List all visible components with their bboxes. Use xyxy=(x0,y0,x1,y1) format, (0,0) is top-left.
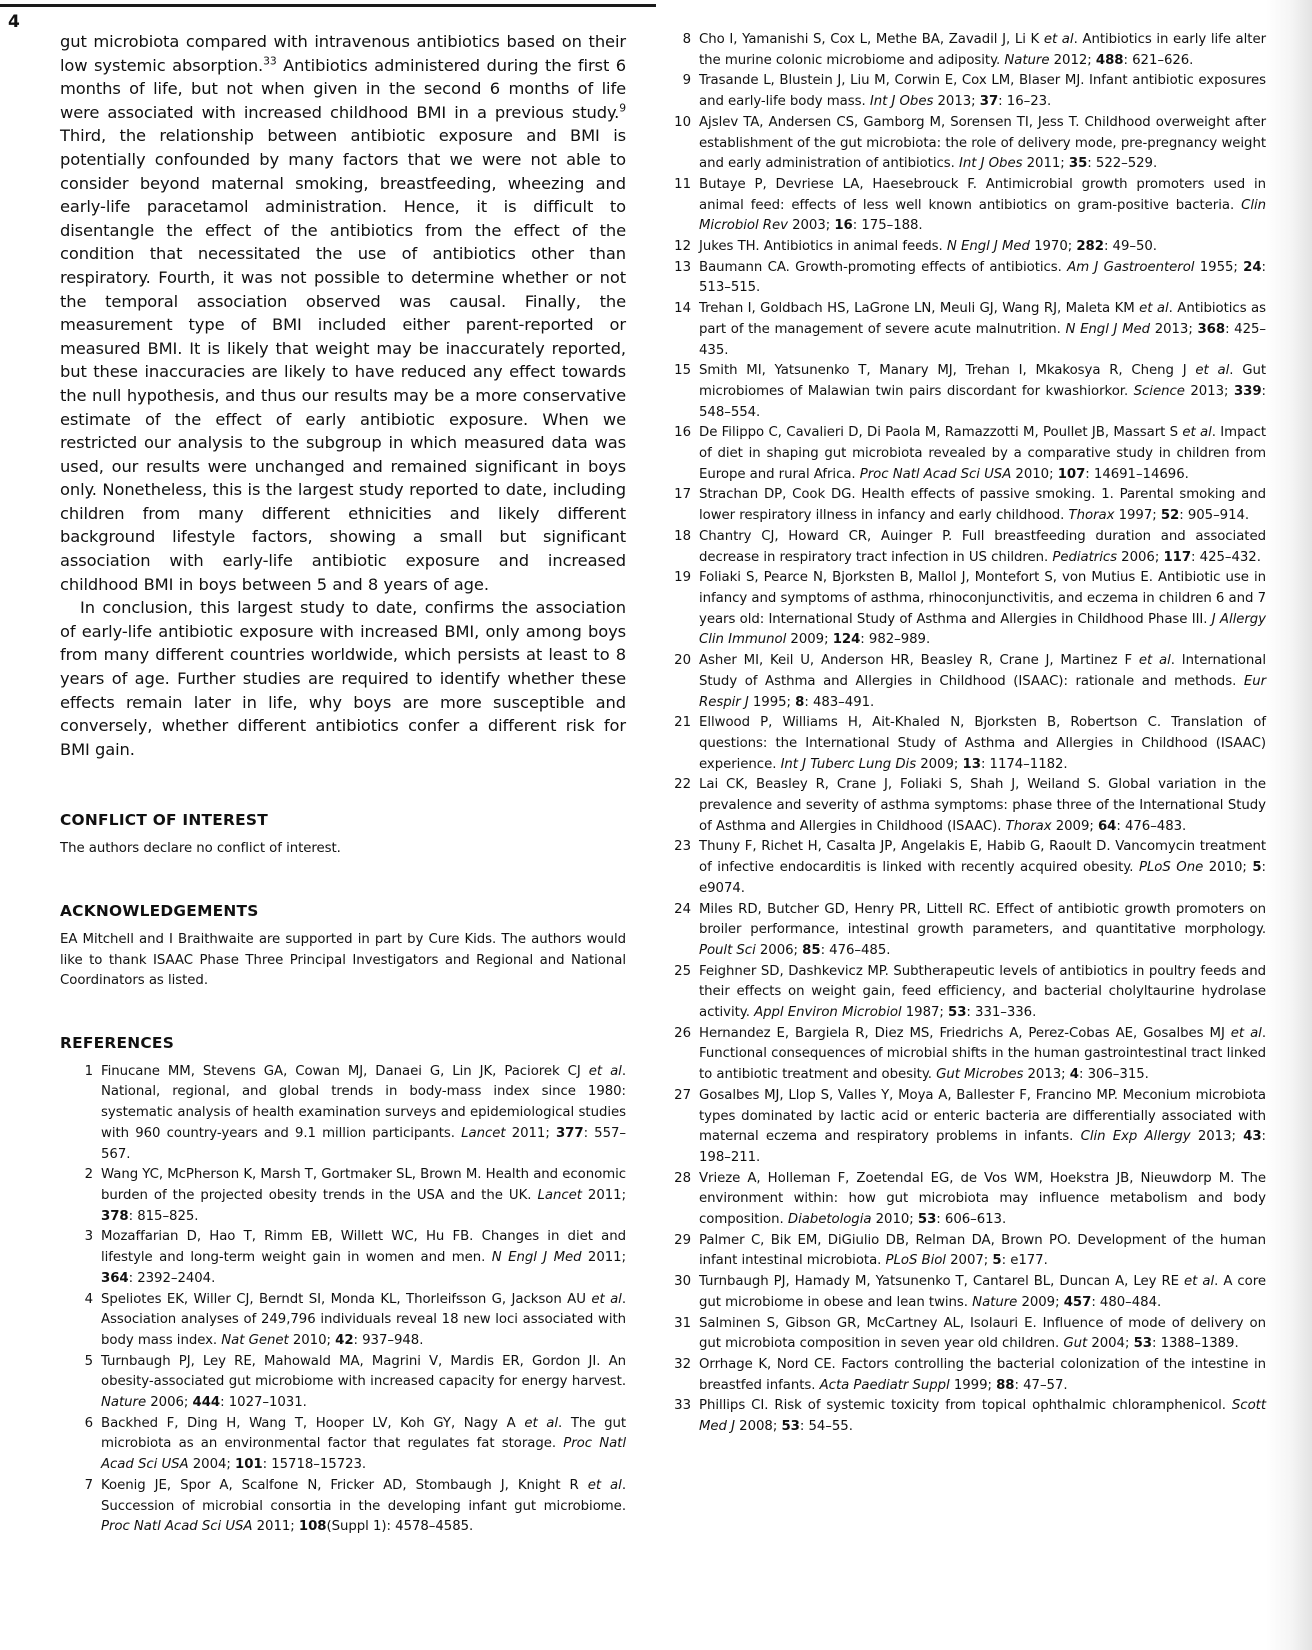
reference-item xyxy=(70,1476,626,1538)
reference-number: 23 xyxy=(674,839,691,855)
reference-number: 9 xyxy=(682,73,691,89)
reference-text: De Filippo C, Cavalieri D, Di Paola M, Ramazzotti M, Poullet JB, Massart S et al. Impact of diet in shaping gut microbiota revealed by a comparative study in children from Europe and rural Africa. Proc Natl Acad Sci USA 2010; 107: 14691–14696. xyxy=(699,425,1266,482)
reference-item xyxy=(668,527,1266,568)
reference-number: 12 xyxy=(674,239,691,255)
reference-text: Chantry CJ, Howard CR, Auinger P. Full breastfeeding duration and associated decrease in respiratory tract infection in US children. Pediatrics 2006; 117: 425–432. xyxy=(699,528,1266,565)
reference-number: 21 xyxy=(674,715,691,731)
reference-number: 29 xyxy=(674,1232,691,1248)
reference-item xyxy=(668,1314,1266,1355)
reference-number: 22 xyxy=(674,777,691,793)
reference-item xyxy=(668,1396,1266,1437)
reference-item xyxy=(668,1086,1266,1169)
reference-number: 25 xyxy=(674,963,691,979)
reference-number: 11 xyxy=(674,176,691,192)
reference-item xyxy=(668,1355,1266,1396)
reference-text: Trasande L, Blustein J, Liu M, Corwin E, Cox LM, Blaser MJ. Infant antibiotic exposures and early-life body mass. Int J Obes 2013; 37: 16–23. xyxy=(699,73,1266,110)
reference-number: 3 xyxy=(84,1229,93,1245)
reference-number: 7 xyxy=(84,1477,93,1493)
reference-number: 4 xyxy=(84,1291,93,1307)
reference-list-right xyxy=(668,30,1266,1438)
reference-text: Speliotes EK, Willer CJ, Berndt SI, Monda KL, Thorleifsson G, Jackson AU et al. Association analyses of 249,796 individuals reveal 18 new loci associated with body mass index. Nat Genet 2010; 42: 937–948. xyxy=(101,1291,626,1348)
heading-conflict-of-interest: CONFLICT OF INTEREST xyxy=(60,811,268,830)
reference-text: Gosalbes MJ, Llop S, Valles Y, Moya A, Ballester F, Francino MP. Meconium microbiota types dominated by lactic acid or enteric bacteria are differentially associated with maternal eczema and respiratory problems in infants. Clin Exp Allergy 2013; 43: 198–211. xyxy=(699,1087,1266,1165)
reference-item xyxy=(668,962,1266,1024)
reference-item xyxy=(668,361,1266,423)
reference-text: Koenig JE, Spor A, Scalfone N, Fricker AD, Stombaugh J, Knight R et al. Succession of microbial consortia in the developing infant gut microbiome. Proc Natl Acad Sci USA 2011; 108(Suppl 1): 4578–4585. xyxy=(101,1477,626,1535)
body-paragraph-2: In conclusion, this largest study to date, confirms the association of early-life antibiotic exposure with increased BMI, only among boys from many different countries worldwide, which persists at least to 8 years of age. Further studies are required to identify whether these effects remain later in life, why boys are more susceptible and conversely, whether different antibiotics confer a different risk for BMI gain. xyxy=(60,598,626,759)
reference-text: Asher MI, Keil U, Anderson HR, Beasley R, Crane J, Martinez F et al. International Study of Asthma and Allergies in Childhood (ISAAC): rationale and methods. Eur Respir J 1995; 8: 483–491. xyxy=(699,653,1266,710)
reference-text: Phillips CI. Risk of systemic toxicity from topical ophthalmic chloramphenicol. Scott Med J 2008; 53: 54–55. xyxy=(699,1398,1266,1435)
reference-text: Wang YC, McPherson K, Marsh T, Gortmaker SL, Brown M. Health and economic burden of the projected obesity trends in the USA and the UK. Lancet 2011; 378: 815–825. xyxy=(101,1167,626,1224)
reference-item xyxy=(70,1290,626,1352)
reference-text: Smith MI, Yatsunenko T, Manary MJ, Trehan I, Mkakosya R, Cheng J et al. Gut microbiomes of Malawian twin pairs discordant for kwashiorkor. Science 2013; 339: 548–554. xyxy=(699,363,1267,420)
reference-number: 27 xyxy=(674,1087,691,1103)
reference-item xyxy=(668,775,1266,837)
reference-item xyxy=(668,1272,1266,1313)
reference-text: Butaye P, Devriese LA, Haesebrouck F. Antimicrobial growth promoters used in animal feed: effects of less well known antibiotics on gram-positive bacteria. Clin Microbiol Rev 2003; 16: 175–188. xyxy=(699,176,1266,234)
reference-number: 20 xyxy=(674,653,691,669)
reference-item xyxy=(668,423,1266,485)
reference-number: 31 xyxy=(674,1315,691,1331)
reference-number: 1 xyxy=(84,1063,93,1079)
reference-text: Mozaffarian D, Hao T, Rimm EB, Willett WC, Hu FB. Changes in diet and lifestyle and long-term weight gain in women and men. N Engl J Med 2011; 364: 2392–2404. xyxy=(101,1229,627,1286)
reference-item xyxy=(668,237,1266,258)
reference-number: 24 xyxy=(674,901,691,917)
reference-text: Palmer C, Bik EM, DiGiulio DB, Relman DA, Brown PO. Development of the human infant intestinal microbiota. PLoS Biol 2007; 5: e177. xyxy=(699,1232,1266,1269)
reference-text: Orrhage K, Nord CE. Factors controlling the bacterial colonization of the intestine in breastfed infants. Acta Paediatr Suppl 1999; 88: 47–57. xyxy=(699,1357,1266,1393)
page-number: 4 xyxy=(8,12,20,32)
reference-number: 14 xyxy=(674,301,691,317)
reference-text: Foliaki S, Pearce N, Bjorksten B, Mallol J, Montefort S, von Mutius E. Antibiotic use in infancy and symptoms of asthma, rhinoconjunctivitis, and eczema in children 6 and 7 years old: International Study of Asthma and Allergies in Childhood Phase III. J Allergy Clin Immunol 2009; 124: 982–989. xyxy=(699,570,1267,648)
reference-item xyxy=(668,71,1266,112)
reference-item xyxy=(668,485,1266,526)
reference-number: 5 xyxy=(84,1353,93,1369)
spacer xyxy=(60,761,626,811)
reference-text: Feighner SD, Dashkevicz MP. Subtherapeutic levels of antibiotics in poultry feeds and their effects on weight gain, feed efficiency, and bacterial cholyltaurine hydrolase activity. Appl Environ Microbiol 1987; 53: 331–336. xyxy=(699,963,1266,1021)
reference-text: Miles RD, Butcher GD, Henry PR, Littell RC. Effect of antibiotic growth promoters on broiler performance, intestinal growth parameters, and quantitative morphology. Poult Sci 2006; 85: 476–485. xyxy=(699,901,1266,958)
reference-text: Lai CK, Beasley R, Crane J, Foliaki S, Shah J, Weiland S. Global variation in the prevalence and severity of asthma symptoms: phase three of the International Study of Asthma and Allergies in Childhood (ISAAC). Thorax 2009; 64: 476–483. xyxy=(699,777,1266,834)
reference-item xyxy=(668,713,1266,775)
reference-number: 13 xyxy=(674,259,691,275)
reference-item xyxy=(70,1165,626,1227)
page-edge-shading xyxy=(1266,0,1312,1650)
reference-number: 32 xyxy=(674,1357,691,1372)
reference-item xyxy=(668,568,1266,651)
reference-text: Strachan DP, Cook DG. Health effects of passive smoking. 1. Parental smoking and lower respiratory illness in infancy and early childhood. Thorax 1997; 52: 905–914. xyxy=(699,487,1266,524)
reference-item xyxy=(668,113,1266,175)
reference-text: Cho I, Yamanishi S, Cox L, Methe BA, Zavadil J, Li K et al. Antibiotics in early life alter the murine colonic microbiome and adiposity. Nature 2012; 488: 621–626. xyxy=(699,32,1267,68)
acknowledgements-text: EA Mitchell and I Braithwaite are supported in part by Cure Kids. The authors would like to thank ISAAC Phase Three Principal Investigators and Regional and National Coordinators as listed. xyxy=(60,932,626,989)
reference-number: 6 xyxy=(84,1415,93,1431)
reference-list-left xyxy=(70,1062,626,1538)
reference-number: 16 xyxy=(674,425,691,441)
spacer xyxy=(60,992,626,1034)
reference-text: Jukes TH. Antibiotics in animal feeds. N Engl J Med 1970; 282: 49–50. xyxy=(699,239,1157,255)
heading-references: REFERENCES xyxy=(60,1033,175,1052)
reference-number: 2 xyxy=(84,1167,93,1183)
reference-item xyxy=(668,837,1266,899)
reference-item xyxy=(668,1024,1266,1086)
header-rule xyxy=(0,4,656,7)
reference-text: Vrieze A, Holleman F, Zoetendal EG, de Vos WM, Hoekstra JB, Nieuwdorp M. The environment within: how gut microbiota may influence metabolism and body composition. Diabetologia 2010; 53: 606–613. xyxy=(699,1170,1266,1228)
reference-text: Ajslev TA, Andersen CS, Gamborg M, Sorensen TI, Jess T. Childhood overweight after establishment of the gut microbiota: the role of delivery mode, pre-pregnancy weight and early administration of antibiotics. Int J Obes 2011; 35: 522–529. xyxy=(699,114,1266,172)
reference-text: Ellwood P, Williams H, Ait-Khaled N, Bjorksten B, Robertson C. Translation of questions: the International Study of Asthma and Allergies in Childhood (ISAAC) experience. Int J Tuberc Lung Dis 2009; 13: 1174–1182. xyxy=(699,715,1266,772)
reference-text: Thuny F, Richet H, Casalta JP, Angelakis E, Habib G, Raoult D. Vancomycin treatment of infective endocarditis is linked with recently acquired obesity. PLoS One 2010; 5: e9074. xyxy=(699,839,1266,896)
reference-number: 18 xyxy=(674,528,691,544)
reference-number: 8 xyxy=(682,32,691,47)
spacer xyxy=(60,1052,626,1062)
reference-text: Turnbaugh PJ, Ley RE, Mahowald MA, Magrini V, Mardis ER, Gordon JI. An obesity-associated gut microbiome with increased capacity for energy harvest. Nature 2006; 444: 1027–1031. xyxy=(101,1353,626,1411)
reference-item xyxy=(668,651,1266,713)
reference-text: Salminen S, Gibson GR, McCartney AL, Isolauri E. Influence of mode of delivery on gut microbiota composition in seven year old children. Gut 2004; 53: 1388–1389. xyxy=(699,1315,1266,1352)
spacer xyxy=(60,860,626,902)
reference-text: Baumann CA. Growth-promoting effects of antibiotics. Am J Gastroenterol 1955; 24: 513–515. xyxy=(699,259,1266,296)
reference-text: Backhed F, Ding H, Wang T, Hooper LV, Koh GY, Nagy A et al. The gut microbiota as an environmental factor that regulates fat storage. Proc Natl Acad Sci USA 2004; 101: 15718–15723. xyxy=(101,1415,626,1473)
reference-number: 10 xyxy=(674,114,691,130)
spacer xyxy=(60,829,626,839)
reference-item xyxy=(668,175,1266,237)
reference-number: 28 xyxy=(674,1170,691,1186)
body-paragraph-1: gut microbiota compared with intravenous antibiotics based on their low systemic absorption.$^{33}$ Antibiotics administered during the first 6 months of life, but not when given in the second 6 months of life were associated with increased childhood BMI in a previous study.$^9$ Third, the relationship between antibiotic exposure and BMI is potentially confounded by many factors that we were not able to consider beyond maternal smoking, breastfeeding, wheezing and early-life paracetamol administration. Hence, it is difficult to disentangle the effect of the antibiotics from the effect of the condition that necessitated the use of antibiotics other than respiratory. Fourth, it was not possible to determine whether or not the temporal association observed was causal. Finally, the measurement type of BMI included either parent-reported or measured BMI. It is likely that weight may be inaccurately reported, but these inaccuracies are likely to have reduced any effect towards the null hypothesis, and thus our results may be a more conservative estimate of the effect of early antibiotic exposure. When we restricted our analysis to the subgroup in which measured data was used, our results were unchanged and remained significant in boys only. Nonetheless, this is the largest study reported to date, including children from many different ethnicities and likely different background lifestyle factors, showing a small but significant association with early-life antibiotic exposure and increased childhood BMI in boys between 5 and 8 years of age. xyxy=(60,32,627,594)
reference-text: Turnbaugh PJ, Hamady M, Yatsunenko T, Cantarel BL, Duncan A, Ley RE et al. A core gut microbiome in obese and lean twins. Nature 2009; 457: 480–484. xyxy=(699,1274,1266,1310)
reference-number: 19 xyxy=(674,570,691,586)
reference-item xyxy=(668,30,1266,71)
reference-text: Hernandez E, Bargiela R, Diez MS, Friedrichs A, Perez-Cobas AE, Gosalbes MJ et al. Functional consequences of microbial shifts in the human gastrointestinal tract linked to antibiotic treatment and obesity. Gut Microbes 2013; 4: 306–315. xyxy=(699,1025,1266,1083)
reference-item xyxy=(668,900,1266,962)
reference-number: 17 xyxy=(674,487,691,503)
heading-acknowledgements: ACKNOWLEDGEMENTS xyxy=(60,902,259,920)
spacer xyxy=(60,920,626,930)
reference-text: Trehan I, Goldbach HS, LaGrone LN, Meuli GJ, Wang RJ, Maleta KM et al. Antibiotics as part of the management of severe acute malnutrition. N Engl J Med 2013; 368: 425–435. xyxy=(699,301,1267,358)
reference-item xyxy=(668,258,1266,299)
reference-item xyxy=(668,1169,1266,1231)
reference-number: 26 xyxy=(674,1025,691,1041)
reference-item xyxy=(70,1414,626,1476)
reference-number: 33 xyxy=(674,1398,691,1414)
right-column xyxy=(668,30,1266,1438)
reference-item xyxy=(70,1227,626,1289)
reference-number: 15 xyxy=(674,363,691,379)
reference-item xyxy=(70,1352,626,1414)
reference-item xyxy=(668,299,1266,361)
reference-text: Finucane MM, Stevens GA, Cowan MJ, Danaei G, Lin JK, Paciorek CJ et al. National, regional, and global trends in body-mass index since 1980: systematic analysis of health examination surveys and epidemiological studies with 960 country-years and 9.1 million participants. Lancet 2011; 377: 557–567. xyxy=(101,1063,626,1162)
conflict-of-interest-text: The authors declare no conflict of interest. xyxy=(60,841,341,857)
reference-number: 30 xyxy=(674,1274,691,1290)
left-column xyxy=(60,30,626,1538)
reference-item xyxy=(70,1062,626,1166)
reference-item xyxy=(668,1231,1266,1272)
